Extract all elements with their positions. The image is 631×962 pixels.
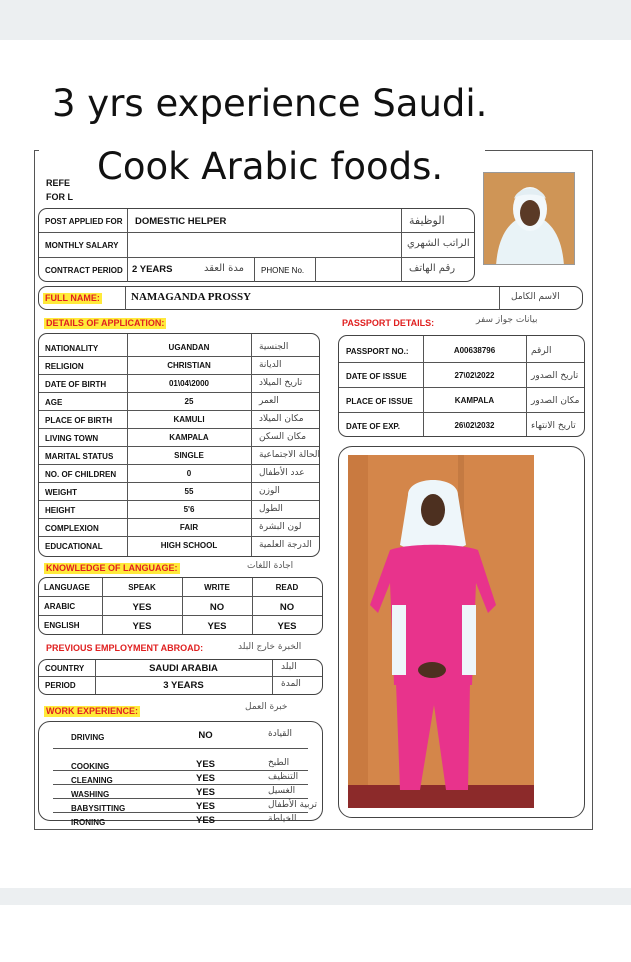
employment-ar: البلد — [281, 662, 297, 672]
detail-value: SINGLE — [174, 451, 204, 460]
employment-label: COUNTRY — [45, 664, 85, 673]
employment-ar: المدة — [281, 679, 301, 689]
divider — [401, 209, 402, 282]
passport-section-title: PASSPORT DETAILS: — [342, 318, 435, 328]
reference-line-2: FOR L — [46, 192, 73, 202]
language-cell: YES — [132, 621, 152, 632]
detail-label: WEIGHT — [45, 488, 77, 497]
detail-value: 0 — [186, 469, 192, 478]
divider — [95, 660, 96, 694]
language-cell: NO — [279, 602, 295, 613]
detail-value: 5'6 — [183, 505, 195, 514]
detail-ar: لون البشرة — [259, 522, 302, 532]
post-label: POST APPLIED FOR — [45, 217, 123, 226]
frame-top-border-left — [34, 150, 39, 151]
detail-value: 55 — [184, 487, 194, 496]
divider — [182, 578, 183, 634]
applicant-photo-full — [348, 455, 534, 808]
divider — [499, 287, 500, 310]
divider — [526, 336, 527, 436]
detail-ar: الحالة الاجتماعية — [259, 450, 320, 460]
details-row — [39, 537, 319, 555]
passport-row — [339, 413, 584, 438]
phone-ar: رقم الهاتف — [409, 263, 456, 274]
details-row — [39, 411, 319, 429]
passport-ar: تاريخ الانتهاء — [531, 421, 576, 431]
divider — [127, 209, 128, 282]
detail-ar: الوزن — [259, 486, 280, 496]
language-cell: YES — [207, 621, 227, 632]
passport-label: DATE OF EXP. — [346, 422, 400, 431]
work-value: YES — [195, 759, 215, 770]
passport-ar: الرقم — [531, 346, 552, 356]
work-ar: القيادة — [268, 729, 292, 739]
details-row — [39, 429, 319, 447]
divider — [252, 578, 253, 634]
detail-label: NO. OF CHILDREN — [45, 470, 117, 479]
full-name-ar: الاسم الكامل — [511, 292, 560, 302]
passport-ar: تاريخ الصدور — [531, 371, 579, 381]
language-row — [39, 616, 322, 635]
language-cell: YES — [277, 621, 297, 632]
salary-row — [39, 233, 474, 258]
detail-ar: الجنسية — [259, 342, 289, 352]
detail-label: LIVING TOWN — [45, 434, 99, 443]
details-row — [39, 519, 319, 537]
work-label: COOKING — [71, 762, 110, 771]
detail-value: FAIR — [179, 523, 199, 532]
employment-value: 3 YEARS — [163, 680, 204, 691]
detail-label: HEIGHT — [45, 506, 76, 515]
detail-value: 01\04\2000 — [168, 379, 210, 388]
detail-label: PLACE OF BIRTH — [45, 416, 113, 425]
details-row — [39, 339, 319, 357]
employment-row — [39, 677, 322, 694]
passport-label: DATE OF ISSUE — [346, 372, 407, 381]
language-cell: ARABIC — [44, 602, 76, 611]
language-cell: NO — [209, 602, 225, 613]
language-section-title: KNOWLEDGE OF LANGUAGE: — [46, 563, 178, 573]
detail-label: DATE OF BIRTH — [45, 380, 107, 389]
headline-line-2: Cook Arabic foods. — [97, 145, 444, 188]
language-cell: YES — [132, 602, 152, 613]
work-section-ar: خبرة العمل — [245, 702, 288, 712]
language-header-row — [39, 578, 322, 597]
detail-label: RELIGION — [45, 362, 84, 371]
work-label: BABYSITTING — [71, 804, 126, 813]
full-name-label: FULL NAME: — [45, 293, 100, 303]
work-ar: الطبخ — [268, 758, 290, 768]
detail-ar: العمر — [259, 396, 279, 406]
detail-ar: الدرجة العلمية — [259, 540, 312, 550]
detail-label: EDUCATIONAL — [45, 542, 103, 551]
details-row — [39, 483, 319, 501]
headline-line-1: 3 yrs experience Saudi. — [52, 82, 488, 125]
reference-line-1: REFE — [46, 178, 71, 188]
contract-row — [39, 258, 474, 282]
employment-section-title: PREVIOUS EMPLOYMENT ABROAD: — [46, 643, 204, 653]
passport-box — [338, 335, 585, 437]
passport-row — [339, 338, 584, 363]
language-cell: ENGLISH — [44, 621, 80, 630]
passport-value: 26\02\2032 — [454, 421, 495, 430]
employment-section-ar: الخبرة خارج البلد — [238, 642, 302, 652]
work-ar: التنظيف — [268, 772, 299, 782]
salary-ar: الراتب الشهري — [407, 238, 470, 249]
language-cell: WRITE — [204, 583, 230, 592]
work-label: DRIVING — [71, 733, 105, 742]
detail-value: HIGH SCHOOL — [160, 541, 218, 550]
language-cell: SPEAK — [128, 583, 156, 592]
detail-value: 25 — [184, 397, 194, 406]
work-row — [53, 770, 308, 785]
employment-row — [39, 660, 322, 677]
divider — [315, 258, 316, 282]
work-label: IRONING — [71, 818, 106, 827]
divider — [254, 258, 255, 282]
details-row — [39, 447, 319, 465]
divider — [102, 578, 103, 634]
passport-label: PASSPORT NO.: — [346, 347, 409, 356]
work-row — [53, 784, 308, 799]
employment-box — [38, 659, 323, 695]
employment-label: PERIOD — [45, 681, 76, 690]
divider — [127, 334, 128, 556]
full-name-box — [38, 286, 583, 310]
employment-value: SAUDI ARABIA — [149, 663, 218, 674]
passport-label: PLACE OF ISSUE — [346, 397, 413, 406]
work-section-title: WORK EXPERIENCE: — [46, 706, 139, 716]
applicant-photo-small — [483, 172, 575, 265]
passport-row — [339, 388, 584, 413]
passport-ar: مكان الصدور — [531, 396, 580, 406]
work-value: YES — [195, 801, 215, 812]
divider — [251, 334, 252, 556]
divider — [272, 660, 273, 694]
passport-value: KAMPALA — [454, 396, 495, 405]
passport-value: 27\02\2022 — [454, 371, 495, 380]
phone-label: PHONE No. — [261, 266, 305, 275]
contract-value: 2 YEARS — [132, 264, 173, 275]
application-section-title: DETAILS OF APPLICATION: — [46, 318, 165, 328]
detail-value: UGANDAN — [168, 343, 210, 352]
detail-ar: الطول — [259, 504, 283, 514]
details-row — [39, 393, 319, 411]
details-row — [39, 375, 319, 393]
work-value: NO — [198, 730, 213, 741]
reference-label — [46, 176, 73, 204]
bottom-strip — [0, 905, 631, 962]
details-row — [39, 357, 319, 375]
work-ar: تربية الأطفال — [268, 800, 318, 810]
detail-ar: مكان السكن — [259, 432, 307, 442]
detail-label: AGE — [45, 398, 63, 407]
passport-value: A00638796 — [453, 346, 496, 355]
language-cell: LANGUAGE — [44, 583, 90, 592]
job-info-box — [38, 208, 475, 282]
full-name-value: NAMAGANDA PROSSY — [131, 291, 252, 303]
detail-ar: عدد الأطفال — [259, 468, 305, 478]
work-value: YES — [195, 787, 215, 798]
work-ar: الخياطة — [268, 814, 297, 824]
divider — [125, 287, 126, 310]
detail-label: MARITAL STATUS — [45, 452, 114, 461]
detail-ar: تاريخ الميلاد — [259, 378, 303, 388]
work-row — [53, 727, 308, 749]
work-ar: الغسيل — [268, 786, 296, 796]
post-row — [39, 209, 474, 233]
detail-label: COMPLEXION — [45, 524, 99, 533]
details-row — [39, 465, 319, 483]
detail-label: NATIONALITY — [45, 344, 99, 353]
details-row — [39, 501, 319, 519]
salary-label: MONTHLY SALARY — [45, 241, 119, 250]
divider — [423, 336, 424, 436]
work-label: CLEANING — [71, 776, 113, 785]
work-value: YES — [195, 773, 215, 784]
work-box — [38, 721, 323, 827]
work-row — [53, 756, 308, 771]
detail-ar: مكان الميلاد — [259, 414, 304, 424]
passport-section-ar: بيانات جواز سفر — [476, 315, 538, 325]
language-box — [38, 577, 323, 635]
work-label: WASHING — [71, 790, 110, 799]
work-value: YES — [195, 815, 215, 826]
passport-row — [339, 363, 584, 388]
contract-label: CONTRACT PERIOD — [45, 266, 123, 275]
detail-value: KAMULI — [173, 415, 205, 424]
work-row — [53, 812, 308, 827]
detail-value: KAMPALA — [169, 433, 209, 442]
work-row — [53, 798, 318, 813]
contract-ar: مدة العقد — [204, 263, 244, 274]
post-value: DOMESTIC HELPER — [135, 216, 227, 227]
detail-value: CHRISTIAN — [167, 361, 211, 370]
language-section-ar: اجادة اللغات — [247, 561, 294, 571]
post-ar: الوظيفة — [409, 214, 445, 227]
language-cell: READ — [275, 583, 299, 592]
detail-ar: الديانة — [259, 360, 282, 370]
details-box — [38, 333, 320, 557]
language-row — [39, 597, 322, 616]
